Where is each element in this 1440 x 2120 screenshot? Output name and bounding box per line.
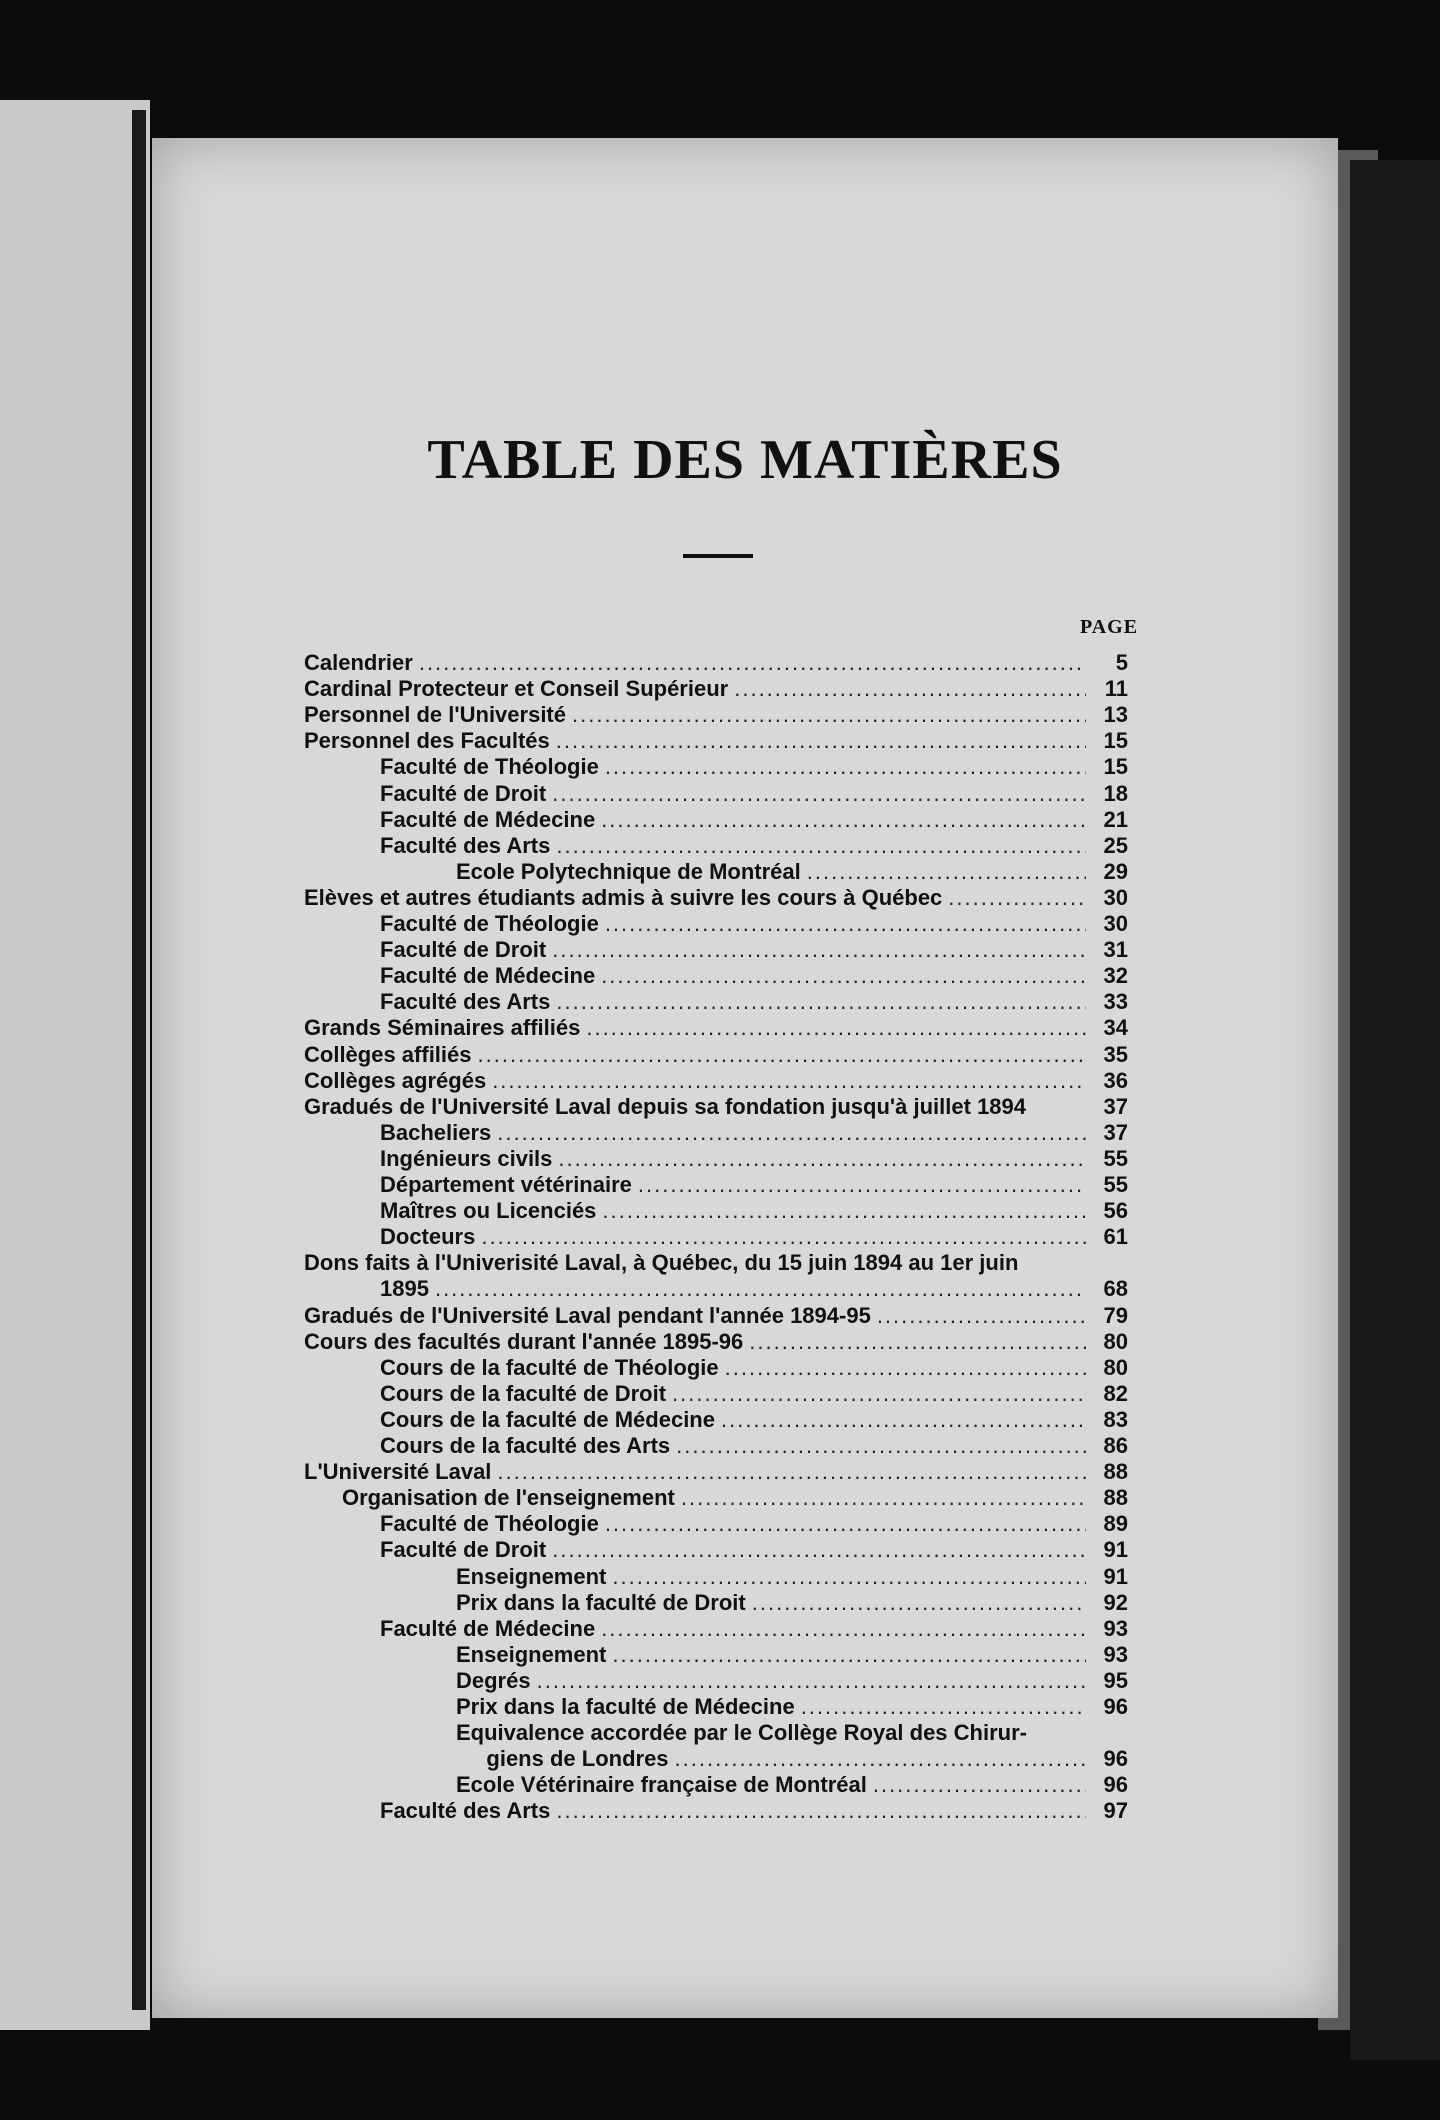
toc-entry-page: 56: [1103, 1198, 1128, 1224]
toc-entry-label: Cours de la faculté de Droit: [380, 1380, 667, 1406]
toc-entry-page: 89: [1103, 1511, 1128, 1537]
toc-entry: [456, 1668, 1128, 1694]
toc-entry-label: giens de Londres: [486, 1746, 669, 1772]
toc-entry-page: 31: [1103, 937, 1128, 963]
toc-entry: [304, 1459, 1128, 1485]
leader-dots: [676, 1433, 1086, 1459]
leader-dots: [497, 1120, 1086, 1146]
leader-dots: [721, 1407, 1086, 1433]
toc-entry: [380, 1511, 1128, 1537]
toc-entry-label: Faculté de Théologie: [380, 1511, 599, 1537]
toc-entry-label: Faculté de Droit: [380, 780, 547, 806]
toc-entry: [380, 911, 1128, 937]
leader-dots: [572, 702, 1086, 728]
toc-entry: [304, 676, 1128, 702]
binding-left-page: [0, 100, 150, 2030]
toc-entry: [304, 728, 1128, 754]
leader-dots: [478, 1042, 1086, 1068]
toc-entry-page: 11: [1104, 676, 1128, 702]
toc-entry-label: Grands Séminaires affiliés: [304, 1015, 581, 1041]
leader-dots: [556, 989, 1086, 1015]
leader-dots: [552, 1537, 1086, 1563]
toc-entry-label: Faculté des Arts: [380, 832, 551, 858]
leader-dots: [497, 1459, 1086, 1485]
toc-entry-label: Personnel de l'Université: [304, 702, 566, 728]
toc-entry-page: 82: [1103, 1380, 1128, 1406]
leader-dots: [602, 1198, 1086, 1224]
toc-entry-label: Maîtres ou Licenciés: [380, 1198, 597, 1224]
toc-entry-page: 97: [1103, 1798, 1128, 1824]
leader-dots: [752, 1590, 1086, 1616]
toc-entry-label: Faculté de Droit: [380, 937, 547, 963]
leader-dots: [601, 807, 1086, 833]
toc-entry-page: 88: [1103, 1459, 1128, 1485]
toc-entry-label: Cours de la faculté de Médecine: [380, 1406, 715, 1432]
leader-dots: [605, 1511, 1086, 1537]
toc-entry: [304, 885, 1128, 911]
leader-dots: [556, 1798, 1086, 1824]
toc-entry-page: 29: [1103, 858, 1128, 884]
toc-entry-page: 21: [1103, 806, 1128, 832]
toc-entry: [380, 1433, 1128, 1459]
toc-entry-label: Equivalence accordée par le Collège Royal des Chirur-: [456, 1720, 1027, 1746]
binding-gutter: [132, 110, 146, 2010]
toc-entry-page: 33: [1103, 989, 1128, 1015]
toc-entry-label: Gradués de l'Université Laval pendant l'année 1894-95: [304, 1302, 871, 1328]
leader-dots: [873, 1772, 1086, 1798]
toc-entry-page: 37: [1103, 1119, 1128, 1145]
leader-dots: [807, 859, 1086, 885]
toc-entry-label: Faculté de Médecine: [380, 963, 596, 989]
toc-entry: [486, 1746, 1128, 1772]
leader-dots: [419, 650, 1086, 676]
toc-entry-label: Bacheliers: [380, 1119, 492, 1145]
toc-entry: [456, 1590, 1128, 1616]
toc-entry-label: Degrés: [456, 1667, 531, 1693]
toc-entry-page: 5: [1115, 650, 1128, 675]
toc-entry: [304, 1303, 1128, 1329]
leader-dots: [601, 1616, 1086, 1642]
toc-entry-page: 96: [1103, 1746, 1128, 1772]
leader-dots: [435, 1276, 1086, 1302]
toc-entry: [380, 1120, 1128, 1146]
title-rule: [683, 554, 753, 558]
toc-entry: [380, 1407, 1128, 1433]
toc-entry-label: Collèges agrégés: [304, 1067, 487, 1093]
toc-entry-label: Ingénieurs civils: [380, 1145, 553, 1171]
leader-dots: [672, 1381, 1086, 1407]
toc-entry-page: 30: [1103, 884, 1128, 910]
toc-entry: [456, 859, 1128, 885]
toc-entry: [380, 1172, 1128, 1198]
toc-entry-page: 93: [1103, 1615, 1128, 1641]
toc-entry-page: 95: [1103, 1667, 1128, 1693]
toc-entry: [380, 1616, 1128, 1642]
toc-entry: [304, 1329, 1128, 1355]
toc-entry: [456, 1772, 1128, 1798]
toc-entry-page: 92: [1103, 1589, 1128, 1615]
toc-entry-label: L'Université Laval: [304, 1459, 492, 1485]
leader-dots: [552, 781, 1086, 807]
toc-entry-page: 34: [1103, 1015, 1128, 1041]
toc-entry-label: Calendrier: [304, 650, 413, 675]
toc-entry-label: Cours de la faculté de Théologie: [380, 1354, 719, 1380]
toc-entry-page: 18: [1103, 780, 1128, 806]
leader-dots: [749, 1329, 1086, 1355]
toc-entry-label: Prix dans la faculté de Droit: [456, 1589, 746, 1615]
toc-entry: [380, 754, 1128, 780]
toc-entry-label: Cours de la faculté des Arts: [380, 1433, 671, 1458]
toc-entry-page: 35: [1103, 1041, 1128, 1067]
toc-entry-label: Collèges affiliés: [304, 1041, 472, 1067]
leader-dots: [612, 1642, 1086, 1668]
toc-entry-label: Cardinal Protecteur et Conseil Supérieur: [304, 676, 729, 702]
toc-entry-label: Gradués de l'Université Laval depuis sa fondation jusqu'à juillet 1894: [304, 1093, 1027, 1119]
page-title: TABLE DES MATIÈRES: [427, 429, 1063, 491]
toc-entry-label: Faculté des Arts: [380, 1798, 551, 1824]
leader-dots: [556, 728, 1086, 754]
toc-entry-page: 25: [1103, 832, 1128, 858]
toc-entry-page: 91: [1103, 1563, 1128, 1589]
toc-entry-label: Faculté de Médecine: [380, 806, 596, 832]
toc-entry-label: Docteurs: [380, 1224, 476, 1250]
page-column-label: PAGE: [1080, 616, 1139, 638]
leader-dots: [558, 1146, 1086, 1172]
toc-entry-page: 91: [1103, 1537, 1128, 1563]
toc-entry-page: 83: [1103, 1406, 1128, 1432]
toc-entry-page: 80: [1103, 1328, 1128, 1354]
toc-entry-page: 96: [1103, 1772, 1128, 1798]
leader-dots: [492, 1068, 1086, 1094]
toc-entry: [380, 1355, 1128, 1381]
toc-entry-page: 37: [1103, 1093, 1128, 1119]
toc-entry-page: 88: [1103, 1485, 1128, 1511]
toc-entry-page: 55: [1103, 1145, 1128, 1171]
toc-entry: [380, 937, 1128, 963]
toc-entry-page: 61: [1103, 1224, 1128, 1250]
toc-entry-label: Enseignement: [456, 1641, 607, 1667]
leader-dots: [605, 911, 1086, 937]
toc-entry-label: Faculté de Médecine: [380, 1615, 596, 1641]
toc-entry: [380, 833, 1128, 859]
leader-dots: [681, 1485, 1086, 1511]
toc-entry: [456, 1642, 1128, 1668]
leader-dots: [556, 833, 1086, 859]
leader-dots: [948, 885, 1086, 911]
toc-entry-page: 55: [1103, 1172, 1128, 1197]
toc-entry-page: 30: [1103, 911, 1128, 936]
toc-entry-label: Ecole Vétérinaire française de Montréal: [456, 1772, 867, 1798]
toc-entry: [304, 1250, 1128, 1276]
toc-entry: [380, 781, 1128, 807]
leader-dots: [638, 1172, 1086, 1198]
leader-dots: [675, 1746, 1086, 1772]
leader-dots: [552, 937, 1086, 963]
toc-entry-page: 15: [1103, 754, 1128, 780]
toc-entry-label: Personnel des Facultés: [304, 728, 550, 754]
toc-entry-page: 68: [1103, 1276, 1128, 1302]
toc-entry: [380, 989, 1128, 1015]
toc-entry-label: Prix dans la faculté de Médecine: [456, 1694, 795, 1719]
toc-entry-page: 79: [1103, 1302, 1128, 1328]
toc-entry-page: 80: [1103, 1354, 1128, 1380]
toc-entry-label: Ecole Polytechnique de Montréal: [456, 858, 801, 884]
toc-entry: [380, 807, 1128, 833]
toc-entry-page: 36: [1103, 1067, 1128, 1093]
leader-dots: [605, 754, 1086, 780]
toc-entry: [380, 1381, 1128, 1407]
toc-entry-label: Faculté de Théologie: [380, 754, 599, 780]
toc-entry-page: 86: [1103, 1433, 1128, 1458]
toc-entry-label: Département vétérinaire: [380, 1172, 632, 1197]
toc-entry-label: Enseignement: [456, 1563, 607, 1589]
toc-entry-label: Organisation de l'enseignement: [342, 1485, 675, 1511]
toc-entry: [304, 1068, 1128, 1094]
toc-entry-page: 32: [1103, 963, 1128, 989]
leader-dots: [601, 963, 1086, 989]
toc-entry-page: 13: [1103, 702, 1128, 728]
toc-entry-page: 96: [1103, 1694, 1128, 1719]
book-page: [152, 138, 1338, 2018]
toc-entry: [380, 1276, 1128, 1302]
toc-entry-label: Faculté de Théologie: [380, 911, 599, 936]
book-cover-edge: [1350, 160, 1440, 2060]
toc-entry-label: Elèves et autres étudiants admis à suivre les cours à Québec: [304, 884, 943, 910]
toc-entry: [304, 1094, 1128, 1120]
toc-entry: [304, 1015, 1128, 1041]
toc-entry-page: 93: [1103, 1641, 1128, 1667]
toc-entry: [456, 1694, 1128, 1720]
leader-dots: [586, 1015, 1086, 1041]
toc-entry: [304, 650, 1128, 676]
leader-dots: [481, 1224, 1086, 1250]
toc-entry: [380, 1537, 1128, 1563]
leader-dots: [612, 1564, 1086, 1590]
leader-dots: [537, 1668, 1086, 1694]
toc-entry: [380, 963, 1128, 989]
toc-entry-label: Dons faits à l'Univerisité Laval, à Québec, du 15 juin 1894 au 1er juin: [304, 1250, 1019, 1276]
toc-entry: [380, 1798, 1128, 1824]
toc-entry-page: 15: [1103, 728, 1128, 754]
toc-entry: [304, 702, 1128, 728]
toc-entry: [456, 1564, 1128, 1590]
toc-entry-label: Cours des facultés durant l'année 1895-96: [304, 1328, 744, 1354]
toc-entry-label: Faculté des Arts: [380, 989, 551, 1015]
toc-entry: [380, 1198, 1128, 1224]
leader-dots: [734, 676, 1086, 702]
leader-dots: [877, 1303, 1086, 1329]
leader-dots: [801, 1694, 1086, 1720]
leader-dots: [725, 1355, 1086, 1381]
toc-entry: [380, 1224, 1128, 1250]
toc-entry: [456, 1720, 1128, 1746]
toc-entry: [304, 1042, 1128, 1068]
toc-entry-label: 1895: [380, 1276, 429, 1302]
toc-entry: [380, 1146, 1128, 1172]
toc-entry: [342, 1485, 1128, 1511]
toc-entry-label: Faculté de Droit: [380, 1537, 547, 1563]
